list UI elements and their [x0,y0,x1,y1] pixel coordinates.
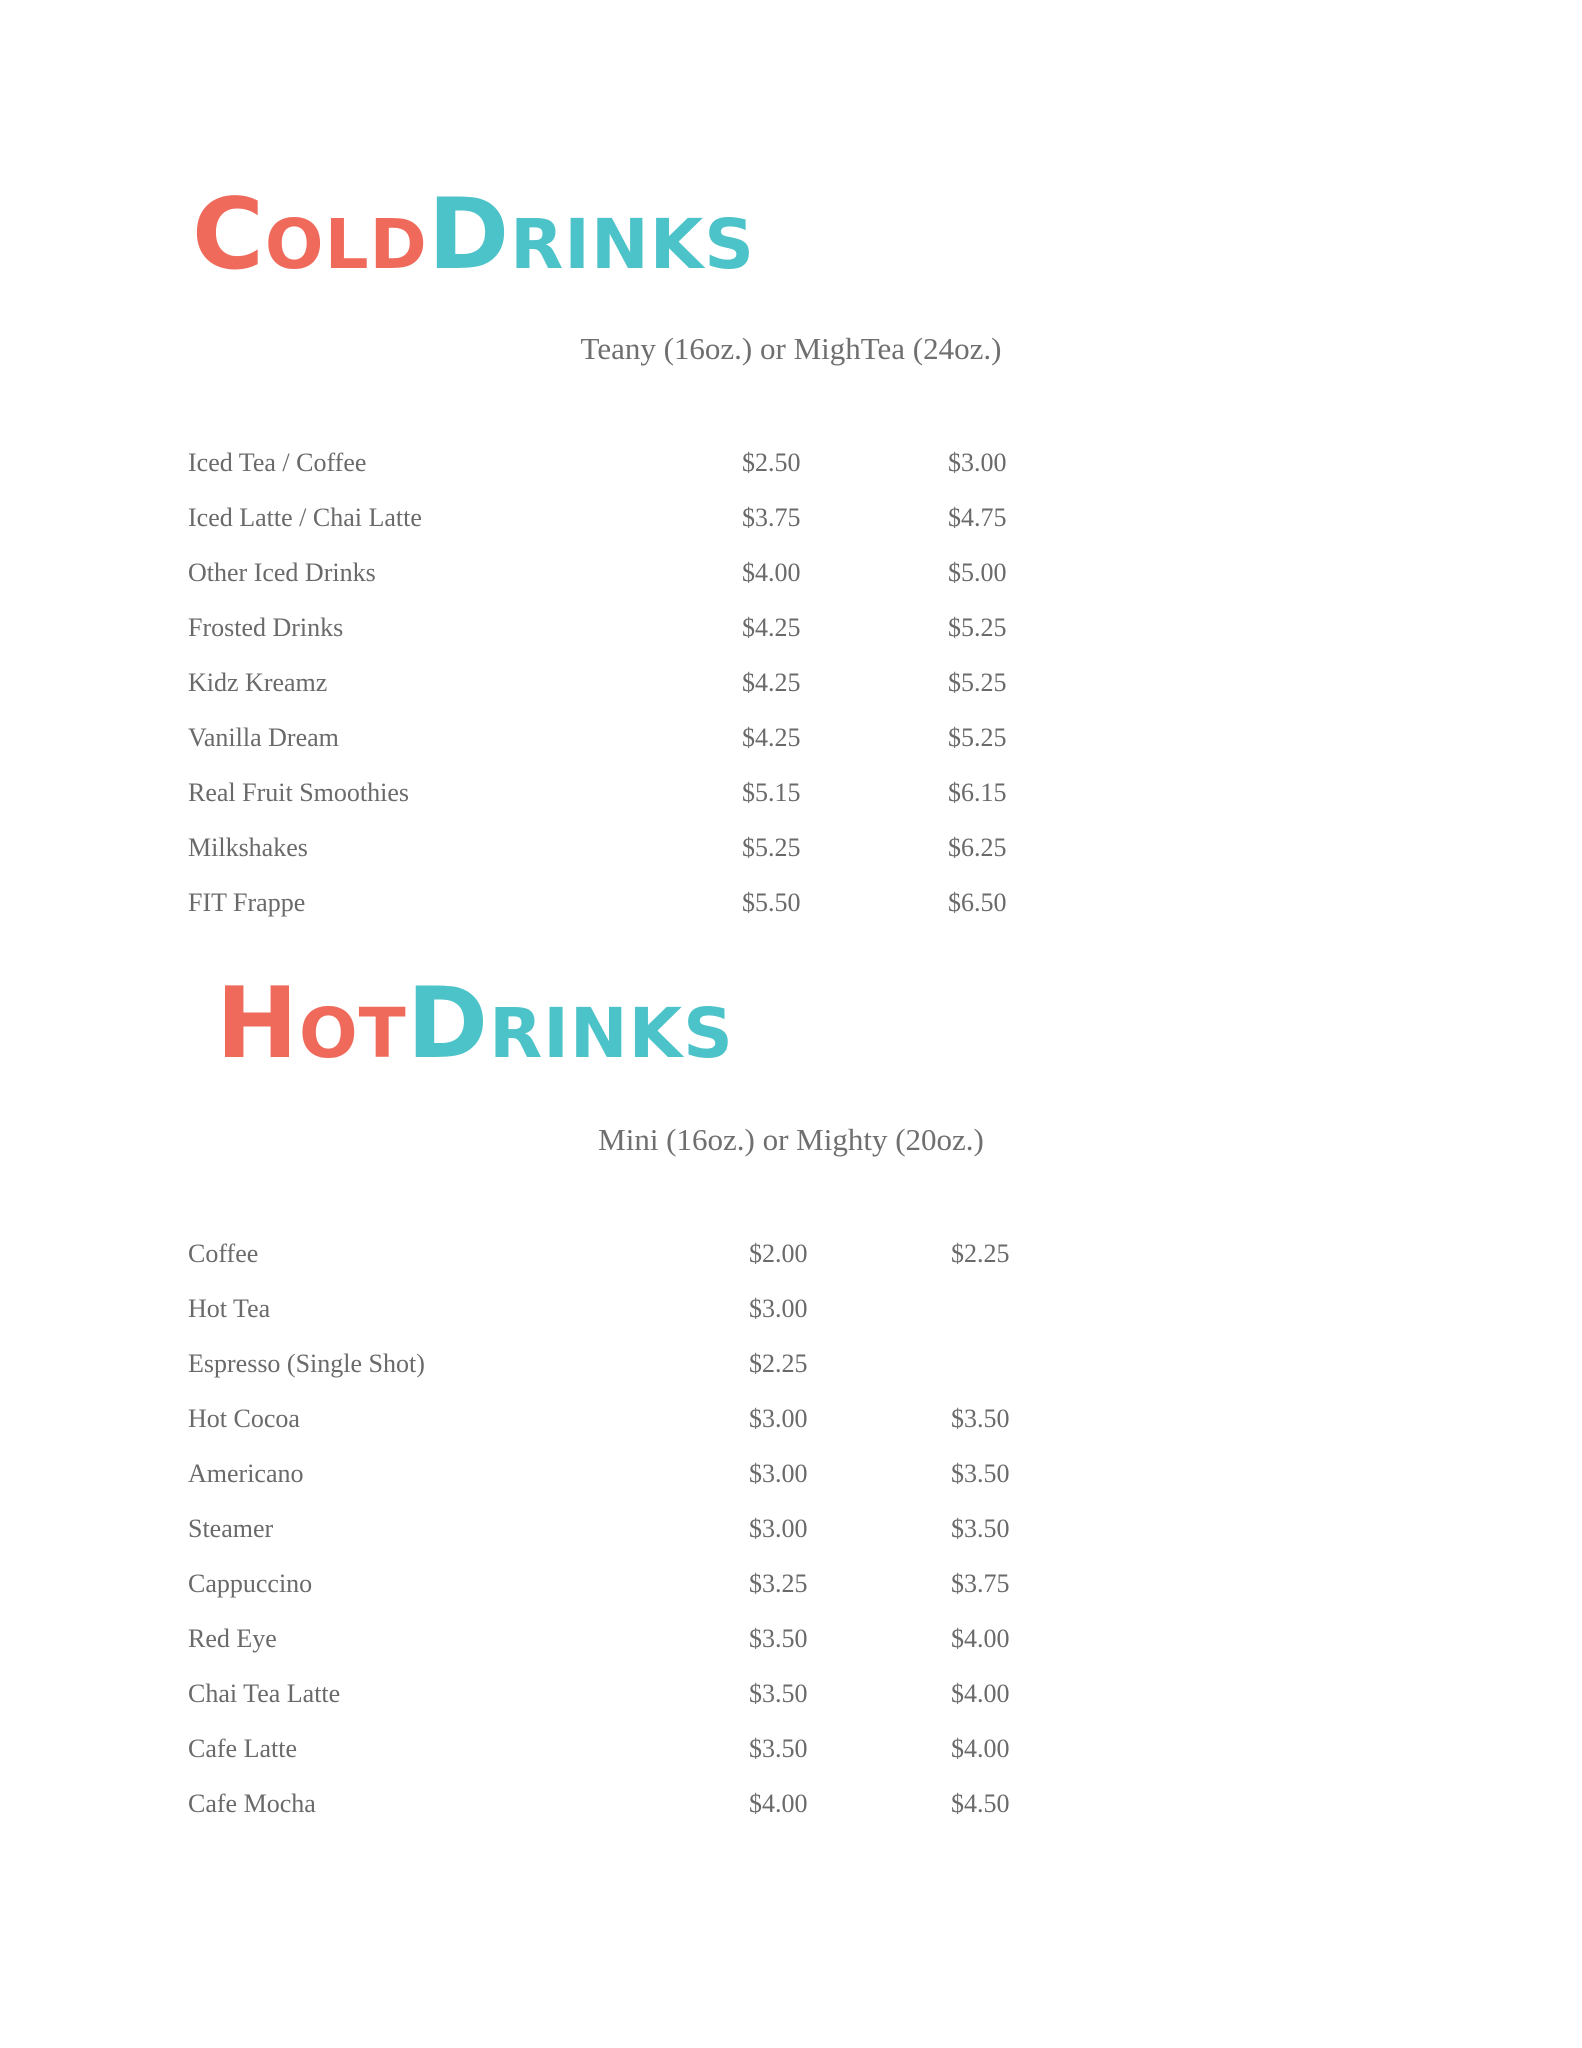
menu-item-name: Hot Tea [188,1294,271,1323]
hot-drinks-heading [216,967,734,1081]
price-small: $3.00 [749,1294,808,1323]
price-small: $3.75 [742,503,801,532]
price-large: $3.00 [948,448,1007,477]
menu-item-row [188,1787,1088,1842]
menu-item-name: Real Fruit Smoothies [188,778,409,807]
menu-item-row [188,776,1088,831]
menu-item-name: Cafe Latte [188,1734,297,1763]
hot-heading-word2: Drinks [406,967,734,1081]
menu-item-name: Kidz Kreamz [188,668,328,697]
price-small: $2.00 [749,1239,808,1268]
price-large: $6.50 [948,888,1007,917]
price-large: $3.50 [951,1514,1010,1543]
menu-item-name: Frosted Drinks [188,613,344,642]
menu-item-name: Iced Tea / Coffee [188,448,367,477]
menu-item-name: Cappuccino [188,1569,313,1598]
price-large: $6.25 [948,833,1007,862]
menu-item-row [188,1292,1088,1347]
price-small: $2.50 [742,448,801,477]
menu-item-name: Cafe Mocha [188,1789,316,1818]
price-large: $4.00 [951,1679,1010,1708]
menu-item-name: Steamer [188,1514,274,1543]
menu-item-row [188,721,1088,776]
cold-heading-word1: Cold [192,178,428,292]
menu-item-row [188,1677,1088,1732]
menu-item-row [188,1347,1088,1402]
price-large: $4.00 [951,1734,1010,1763]
price-large: $5.25 [948,668,1007,697]
menu-item-row [188,556,1088,611]
price-small: $3.50 [749,1679,808,1708]
menu-item-name: FIT Frappe [188,888,306,917]
price-small: $5.50 [742,888,801,917]
menu-item-row [188,1567,1088,1622]
cold-size-subtitle: Teany (16oz.) or MighTea (24oz.) [580,331,1002,366]
price-large: $2.25 [951,1239,1010,1268]
menu-item-name: Vanilla Dream [188,723,339,752]
price-small: $4.25 [742,613,801,642]
price-small: $3.00 [749,1459,808,1488]
price-large: $5.00 [948,558,1007,587]
menu-item-name: Chai Tea Latte [188,1679,341,1708]
cold-drinks-heading [192,178,755,292]
menu-item-name: Hot Cocoa [188,1404,300,1433]
price-large: $3.50 [951,1459,1010,1488]
price-small: $4.25 [742,668,801,697]
price-small: $4.00 [742,558,801,587]
price-large: $6.15 [948,778,1007,807]
price-small: $5.25 [742,833,801,862]
hot-drinks-list [188,1237,1088,1842]
menu-item-row [188,886,1088,941]
price-large: $3.75 [951,1569,1010,1598]
menu-item-row [188,1402,1088,1457]
hot-heading-word1: Hot [216,967,407,1081]
price-small: $2.25 [749,1349,808,1378]
price-large: $5.25 [948,613,1007,642]
menu-item-row [188,666,1088,721]
menu-item-name: Other Iced Drinks [188,558,376,587]
menu-item-name: Iced Latte / Chai Latte [188,503,422,532]
menu-item-name: Red Eye [188,1624,277,1653]
price-small: $3.25 [749,1569,808,1598]
price-large: $3.50 [951,1404,1010,1433]
cold-drinks-list [188,446,1088,941]
price-small: $3.50 [749,1734,808,1763]
hot-size-subtitle: Mini (16oz.) or Mighty (20oz.) [598,1122,984,1157]
price-large: $4.50 [951,1789,1010,1818]
menu-item-row [188,501,1088,556]
price-large: $5.25 [948,723,1007,752]
menu-item-name: Espresso (Single Shot) [188,1349,425,1378]
menu-item-row [188,1622,1088,1677]
menu-item-row [188,446,1088,501]
menu-item-name: Milkshakes [188,833,308,862]
price-small: $5.15 [742,778,801,807]
menu-item-row [188,611,1088,666]
price-small: $4.25 [742,723,801,752]
menu-item-row [188,831,1088,886]
menu-item-name: Coffee [188,1239,259,1268]
price-small: $3.00 [749,1514,808,1543]
menu-item-row [188,1732,1088,1787]
menu-item-row [188,1457,1088,1512]
price-small: $3.00 [749,1404,808,1433]
price-large: $4.00 [951,1624,1010,1653]
cold-heading-word2: Drinks [427,178,755,292]
price-small: $3.50 [749,1624,808,1653]
price-small: $4.00 [749,1789,808,1818]
menu-item-name: Americano [188,1459,304,1488]
menu-item-row [188,1237,1088,1292]
menu-item-row [188,1512,1088,1567]
price-large: $4.75 [948,503,1007,532]
